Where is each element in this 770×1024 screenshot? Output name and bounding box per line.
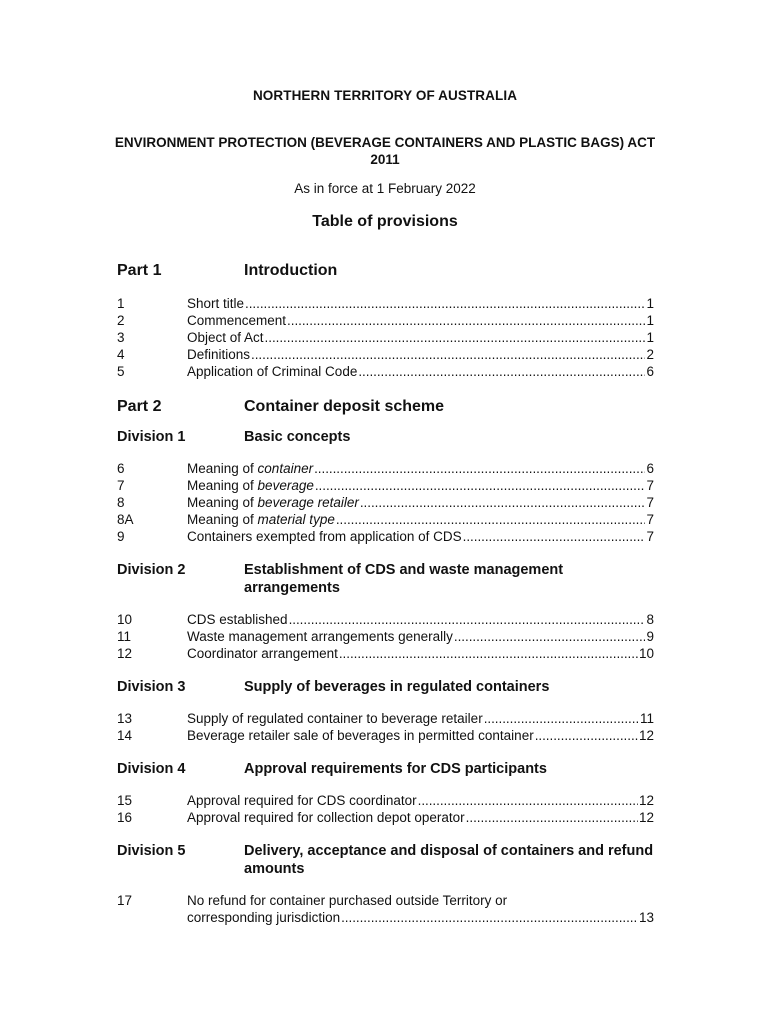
page-number: 7	[646, 478, 654, 493]
page-number: 9	[646, 629, 654, 644]
part1-entries	[117, 295, 654, 380]
toc-entry-10[interactable]	[117, 611, 654, 628]
toc-entry-17[interactable]	[117, 892, 654, 926]
section-title: CDS established	[187, 612, 288, 627]
section-title-line1: No refund for container purchased outside Territory or	[187, 893, 508, 908]
section-number: 8	[117, 495, 125, 510]
leader-dots	[360, 494, 646, 511]
section-title: Meaning of material type	[187, 512, 335, 527]
jurisdiction-heading: NORTHERN TERRITORY OF AUSTRALIA	[252, 88, 518, 103]
section-number: 3	[117, 330, 125, 345]
section-number: 17	[117, 893, 133, 908]
leader-dots	[315, 477, 646, 494]
division-heading-1	[117, 428, 654, 446]
part-title: Introduction	[244, 262, 338, 279]
division-heading-4	[117, 760, 654, 778]
division-heading-2	[117, 561, 654, 597]
leader-dots	[251, 346, 645, 363]
section-title-line2: corresponding jurisdiction	[187, 910, 341, 925]
division-heading-3	[117, 678, 654, 696]
toc-entry-5[interactable]	[117, 363, 654, 380]
section-number: 16	[117, 810, 133, 825]
toc-entry-3[interactable]	[117, 329, 654, 346]
section-title: Meaning of beverage retailer	[187, 495, 359, 510]
page-number: 12	[638, 810, 654, 825]
toc-entry-9[interactable]	[117, 528, 654, 545]
toc-title: Table of provisions	[312, 213, 458, 230]
toc-entry-1[interactable]	[117, 295, 654, 312]
div4-entries	[117, 792, 654, 826]
act-title: ENVIRONMENT PROTECTION (BEVERAGE CONTAINERS AND PLASTIC BAGS) ACT 2011	[114, 135, 656, 167]
division-label: Division 3	[117, 679, 186, 695]
division-label: Division 2	[117, 562, 186, 578]
section-title: Meaning of container	[187, 461, 314, 476]
page-number: 8	[646, 612, 654, 627]
part-label: Part 1	[117, 262, 162, 279]
div3-entries	[117, 710, 654, 744]
part-heading-2	[117, 397, 654, 417]
section-title: Waste management arrangements generally	[187, 629, 453, 644]
part-heading-1	[117, 261, 654, 281]
division-title: Delivery, acceptance and disposal of containers and refund amounts	[244, 843, 654, 877]
page-number: 7	[646, 529, 654, 544]
toc-entry-14[interactable]	[117, 727, 654, 744]
leader-dots	[484, 710, 639, 727]
section-number: 6	[117, 461, 125, 476]
in-force-date: As in force at 1 February 2022	[294, 181, 476, 196]
page-number: 10	[638, 646, 654, 661]
page-number: 11	[639, 711, 654, 726]
section-number: 11	[117, 629, 132, 644]
section-number: 13	[117, 711, 133, 726]
toc-entry-7[interactable]	[117, 477, 654, 494]
page-number: 1	[646, 313, 654, 328]
division-label: Division 1	[117, 429, 186, 445]
toc-entry-13[interactable]	[117, 710, 654, 727]
toc-entry-8a[interactable]	[117, 511, 654, 528]
leader-dots	[463, 528, 646, 545]
toc-entry-2[interactable]	[117, 312, 654, 329]
leader-dots	[454, 628, 646, 645]
table-of-provisions	[117, 261, 654, 926]
section-number: 7	[117, 478, 125, 493]
div2-entries	[117, 611, 654, 662]
division-title: Establishment of CDS and waste management arrangements	[244, 562, 564, 596]
section-number: 2	[117, 313, 125, 328]
toc-entry-15[interactable]	[117, 792, 654, 809]
div1-entries	[117, 460, 654, 545]
section-title: Commencement	[187, 313, 287, 328]
page-number: 1	[646, 330, 654, 345]
leader-dots	[289, 611, 646, 628]
division-title: Supply of beverages in regulated containers	[244, 679, 550, 695]
page-number: 7	[646, 512, 654, 527]
section-number: 9	[117, 529, 125, 544]
section-title: Meaning of beverage	[187, 478, 314, 493]
section-number: 15	[117, 793, 133, 808]
toc-entry-11[interactable]	[117, 628, 654, 645]
division-label: Division 5	[117, 843, 186, 859]
division-heading-5	[117, 842, 654, 878]
section-number: 12	[117, 646, 133, 661]
toc-entry-4[interactable]	[117, 346, 654, 363]
page-number: 12	[638, 793, 654, 808]
leader-dots	[466, 809, 638, 826]
page-number: 7	[646, 495, 654, 510]
section-title: Containers exempted from application of CDS	[187, 529, 462, 544]
leader-dots	[418, 792, 638, 809]
leader-dots	[314, 460, 645, 477]
section-title: Object of Act	[187, 330, 264, 345]
div5-entries	[117, 892, 654, 926]
toc-entry-12[interactable]	[117, 645, 654, 662]
leader-dots	[339, 645, 638, 662]
section-number: 4	[117, 347, 125, 362]
section-number: 14	[117, 728, 133, 743]
section-title: Approval required for collection depot operator	[187, 810, 465, 825]
section-title: Definitions	[187, 347, 251, 362]
section-title: Short title	[187, 296, 245, 311]
toc-entry-8[interactable]	[117, 494, 654, 511]
division-title: Approval requirements for CDS participants	[244, 761, 547, 777]
leader-dots	[535, 727, 638, 744]
leader-dots	[287, 312, 645, 329]
page-number: 2	[646, 347, 654, 362]
section-number: 8A	[117, 512, 134, 527]
section-number: 10	[117, 612, 133, 627]
part-title: Container deposit scheme	[244, 398, 445, 415]
section-title: Beverage retailer sale of beverages in permitted container	[187, 728, 534, 743]
division-label: Division 4	[117, 761, 186, 777]
toc-entry-16[interactable]	[117, 809, 654, 826]
page-number: 13	[638, 910, 654, 925]
division-title: Basic concepts	[244, 429, 351, 445]
page-number: 6	[646, 364, 654, 379]
section-title: Supply of regulated container to beverage retailer	[187, 711, 483, 726]
page-number: 1	[646, 296, 654, 311]
page-number: 6	[646, 461, 654, 476]
leader-dots	[245, 295, 645, 312]
leader-dots	[358, 363, 645, 380]
leader-dots	[336, 511, 646, 528]
toc-entry-6[interactable]	[117, 460, 654, 477]
section-title: Coordinator arrangement	[187, 646, 338, 661]
section-number: 5	[117, 364, 125, 379]
section-number: 1	[117, 296, 125, 311]
leader-dots	[265, 329, 646, 346]
page-number: 12	[638, 728, 654, 743]
section-title: Approval required for CDS coordinator	[187, 793, 417, 808]
section-title: Application of Criminal Code	[187, 364, 358, 379]
part-label: Part 2	[117, 398, 162, 415]
leader-dots	[341, 909, 638, 926]
